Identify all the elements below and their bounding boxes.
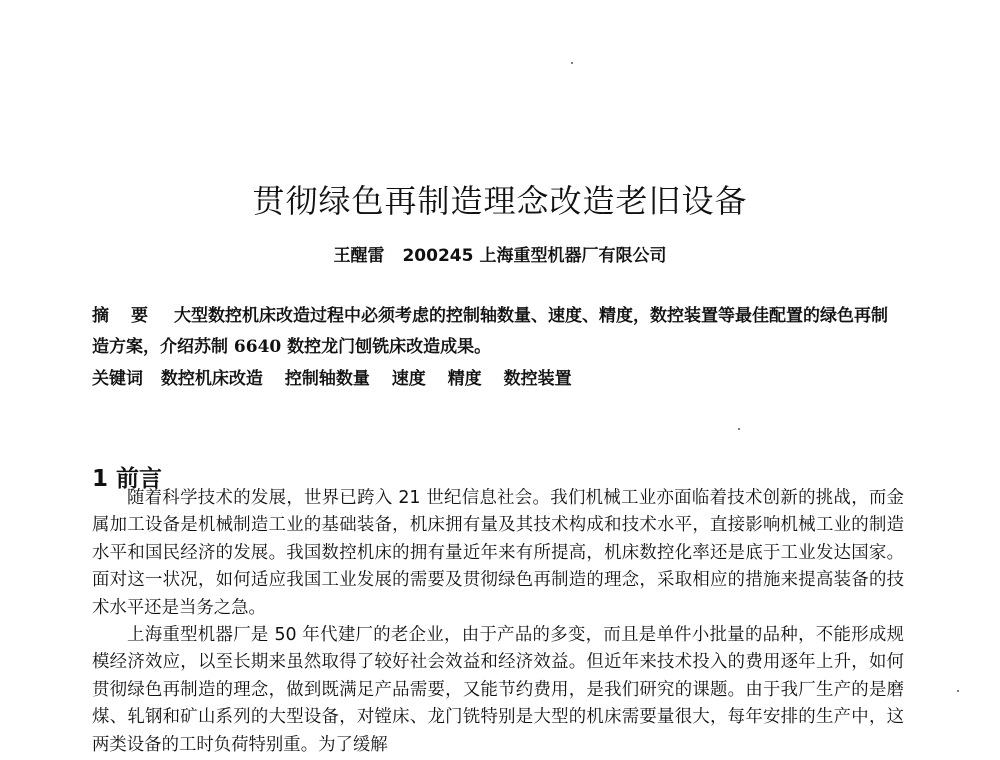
affiliation: 上海重型机器厂有限公司 <box>479 246 667 266</box>
scan-speck <box>738 428 740 430</box>
keyword: 数控机床改造 <box>160 369 263 389</box>
keyword: 精度 <box>447 369 482 389</box>
scan-speck <box>571 62 573 64</box>
keyword: 数控装置 <box>503 369 572 389</box>
paper-title: 贯彻绿色再制造理念改造老旧设备 <box>252 182 748 221</box>
paragraph: 上海重型机器厂是 50 年代建厂的老企业，由于产品的多变，而且是单件小批量的品种，不能形成规模经济效应，以至长期来虽然取得了较好社会效益和经济效益。但近年来技术投入的费用逐年上升，如何贯彻绿色再制造的理念，做到既满足产品需要，又能节约费用，是我们研究的课题。由于我厂生产的是磨煤、轧钢和矿山系列的大型设备，对镗床、龙门铣特别是大型的机床需要量很大，每年安排的生产中，这两类设备的工时负荷特别重。为了缓解 <box>92 625 904 755</box>
postcode: 200245 <box>402 246 474 266</box>
paragraph: 随着科学技术的发展，世界已跨入 21 世纪信息社会。我们机械工业亦面临着技术创新的挑战，而金属加工设备是机械制造工业的基础装备，机床拥有量及其技术构成和技术水平，直接影响机械工业的制造水平和国民经济的发展。我国数控机床的拥有量近年来有所提高，机床数控化率还是底于工业发达国家。面对这一状况，如何适应我国工业发展的需要及贯彻绿色再制造的理念，采取相应的措施来提高装备的技术水平还是当务之急。 <box>92 488 904 618</box>
scan-speck <box>957 690 959 692</box>
author-name: 王醒雷 <box>333 246 385 266</box>
keyword: 控制轴数量 <box>284 369 370 389</box>
abstract <box>92 301 904 363</box>
keywords-label: 关键词 <box>92 369 143 389</box>
keywords <box>92 364 904 395</box>
section-heading: 1 前言 <box>92 466 163 493</box>
author-line <box>0 241 1000 266</box>
abstract-label: 摘要 <box>92 306 170 326</box>
abstract-text: 大型数控机床改造过程中必须考虑的控制轴数量、速度、精度，数控装置等最佳配置的绿色再制造方案，介绍苏制 6640 数控龙门刨铣床改造成果。 <box>92 306 888 357</box>
section-body <box>92 485 904 759</box>
keyword: 速度 <box>391 369 426 389</box>
